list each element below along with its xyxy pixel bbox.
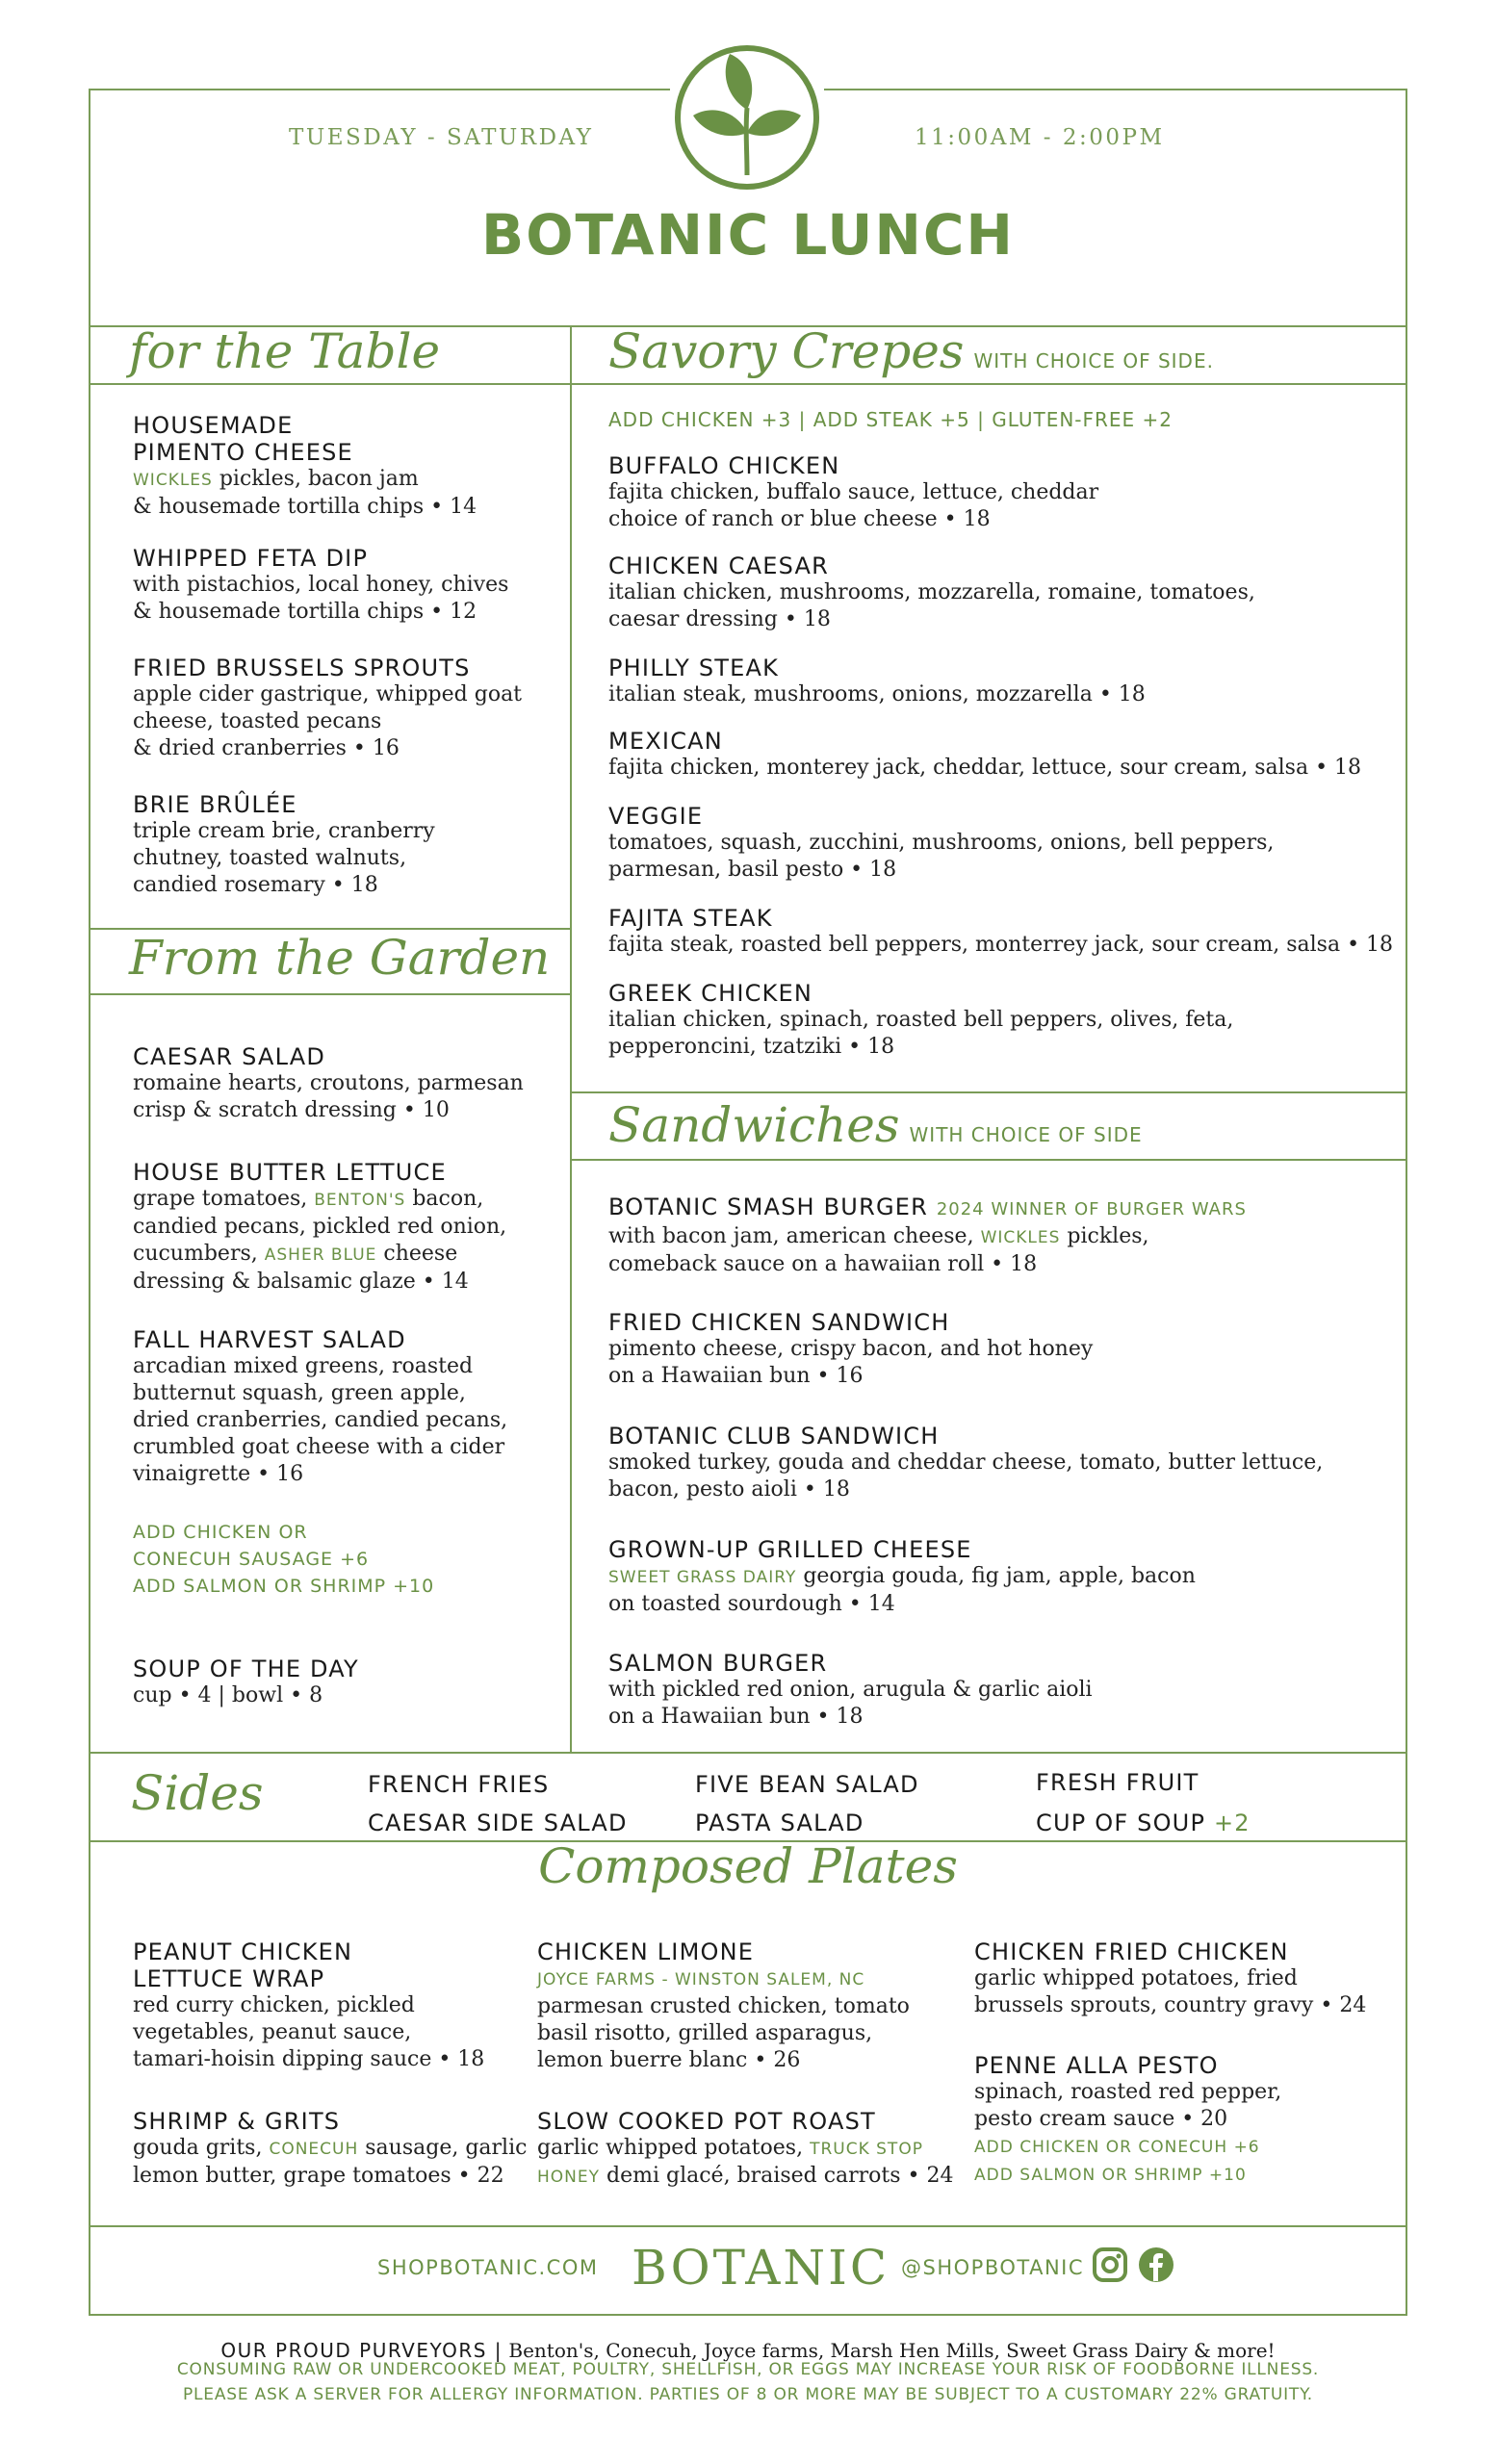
menu-item: SHRIMP & GRITS gouda grits, CONECUH sausage, garlic lemon butter, grape tomatoes • 22 bbox=[133, 2108, 528, 2188]
health-warning: CONSUMING RAW OR UNDERCOOKED MEAT, POULTRY, SHELLFISH, OR EGGS MAY INCREASE YOUR RISK OF FOODBORNE ILLNESS. bbox=[176, 2360, 1320, 2379]
menu-item: HOUSEMADE PIMENTO CHEESE WICKLES pickles, bacon jam & housemade tortilla chips • 14 bbox=[133, 412, 477, 519]
menu-item: GREEK CHICKEN italian chicken, spinach, roasted bell peppers, olives, feta, pepperoncini, tzatziki • 18 bbox=[608, 980, 1234, 1059]
divider bbox=[89, 1752, 1407, 1754]
allergy-notice: PLEASE ASK A SERVER FOR ALLERGY INFORMATION. PARTIES OF 8 OR MORE MAY BE SUBJECT TO A CUSTOMARY 22% GRATUITY. bbox=[182, 2385, 1314, 2404]
divider bbox=[89, 993, 570, 995]
divider bbox=[570, 325, 572, 1752]
menu-item: PHILLY STEAK italian steak, mushrooms, onions, mozzarella • 18 bbox=[608, 654, 1146, 706]
section-heading-garden: From the Garden bbox=[129, 930, 551, 986]
garden-addons: ADD CHICKEN OR CONECUH SAUSAGE +6 ADD SALMON OR SHRIMP +10 bbox=[133, 1522, 435, 1597]
side-item: CAESAR SIDE SALAD bbox=[368, 1810, 628, 1836]
menu-item: BOTANIC SMASH BURGER 2024 WINNER OF BURGER WARS with bacon jam, american cheese, WICKLES pickles, comeback sauce on a hawaiian roll • 18 bbox=[608, 1194, 1247, 1276]
menu-item: BUFFALO CHICKEN fajita chicken, buffalo sauce, lettuce, cheddar choice of ranch or blue cheese • 18 bbox=[608, 452, 1099, 531]
page-title: BOTANIC LUNCH bbox=[481, 202, 1015, 268]
days-open: TUESDAY - SATURDAY bbox=[289, 125, 594, 150]
side-item: FRENCH FRIES bbox=[368, 1771, 550, 1798]
facebook-icon[interactable] bbox=[1138, 2246, 1174, 2283]
menu-item: FAJITA STEAK fajita steak, roasted bell peppers, monterrey jack, sour cream, salsa • 18 bbox=[608, 905, 1394, 957]
menu-item: CHICKEN LIMONE JOYCE FARMS - WINSTON SALEM, NC parmesan crusted chicken, tomato basil risotto, grilled asparagus, lemon buerre blanc • 26 bbox=[537, 1938, 910, 2072]
menu-item: CHICKEN FRIED CHICKEN garlic whipped potatoes, fried brussels sprouts, country gravy • 24 bbox=[974, 1938, 1367, 2017]
leaf-logo-icon bbox=[670, 40, 824, 194]
divider bbox=[89, 383, 1407, 385]
menu-item: FALL HARVEST SALAD arcadian mixed greens, roasted butternut squash, green apple, dried cranberries, candied pecans, crumbled goat cheese with a cider vinaigrette • 16 bbox=[133, 1326, 508, 1486]
side-item: FRESH FRUIT bbox=[1036, 1769, 1199, 1796]
menu-item: FRIED BRUSSELS SPROUTS apple cider gastrique, whipped goat cheese, toasted pecans & dried cranberries • 16 bbox=[133, 654, 523, 760]
instagram-icon[interactable] bbox=[1092, 2246, 1128, 2283]
menu-item: PEANUT CHICKEN LETTUCE WRAP red curry chicken, pickled vegetables, peanut sauce, tamari-hoisin dipping sauce • 18 bbox=[133, 1938, 485, 2071]
menu-item: WHIPPED FETA DIP with pistachios, local honey, chives & housemade tortilla chips • 12 bbox=[133, 545, 509, 624]
menu-item: SLOW COOKED POT ROAST garlic whipped potatoes, TRUCK STOP HONEY demi glacé, braised carrots • 24 bbox=[537, 2108, 954, 2188]
side-item: PASTA SALAD bbox=[695, 1810, 864, 1836]
crepe-addons: ADD CHICKEN +3 | ADD STEAK +5 | GLUTEN-FREE +2 bbox=[608, 408, 1174, 431]
divider bbox=[89, 2225, 1407, 2227]
section-heading-crepes: Savory Crepes WITH CHOICE OF SIDE. bbox=[608, 323, 1214, 379]
menu-item: SOUP OF THE DAY cup • 4 | bowl • 8 bbox=[133, 1656, 359, 1707]
section-heading-sandwiches: Sandwiches WITH CHOICE OF SIDE bbox=[608, 1097, 1143, 1153]
divider bbox=[570, 1159, 1407, 1161]
side-item: FIVE BEAN SALAD bbox=[695, 1771, 919, 1798]
menu-item: SALMON BURGER with pickled red onion, arugula & garlic aioli on a Hawaiian bun • 18 bbox=[608, 1650, 1093, 1729]
divider bbox=[570, 1091, 1407, 1093]
side-item: CUP OF SOUP +2 bbox=[1036, 1810, 1251, 1836]
section-heading-plates: Composed Plates bbox=[538, 1838, 958, 1894]
menu-item: BOTANIC CLUB SANDWICH smoked turkey, gouda and cheddar cheese, tomato, butter lettuce, bacon, pesto aioli • 18 bbox=[608, 1423, 1324, 1502]
menu-item: MEXICAN fajita chicken, monterey jack, cheddar, lettuce, sour cream, salsa • 18 bbox=[608, 728, 1362, 780]
menu-item: HOUSE BUTTER LETTUCE grape tomatoes, BENTON'S bacon, candied pecans, pickled red onion, cucumbers, ASHER BLUE cheese dressing & balsamic glaze • 14 bbox=[133, 1159, 507, 1294]
menu-item: GROWN-UP GRILLED CHEESE SWEET GRASS DAIRY georgia gouda, fig jam, apple, bacon on toasted sourdough • 14 bbox=[608, 1536, 1196, 1616]
menu-item: CHICKEN CAESAR italian chicken, mushrooms, mozzarella, romaine, tomatoes, caesar dressing • 18 bbox=[608, 552, 1255, 631]
menu-item: CAESAR SALAD romaine hearts, croutons, parmesan crisp & scratch dressing • 10 bbox=[133, 1043, 524, 1122]
purveyors-line: OUR PROUD PURVEYORS | Benton's, Conecuh, Joyce farms, Marsh Hen Mills, Sweet Grass Dairy & more! bbox=[220, 2339, 1276, 2362]
menu-item: FRIED CHICKEN SANDWICH pimento cheese, crispy bacon, and hot honey on a Hawaiian bun • 16 bbox=[608, 1309, 1094, 1388]
menu-item: VEGGIE tomatoes, squash, zucchini, mushrooms, onions, bell peppers, parmesan, basil pesto • 18 bbox=[608, 803, 1275, 882]
menu-item: BRIE BRÛLÉE triple cream brie, cranberry chutney, toasted walnuts, candied rosemary • 18 bbox=[133, 791, 435, 897]
social-handle[interactable]: @SHOPBOTANIC bbox=[901, 2256, 1085, 2279]
hours-open: 11:00AM - 2:00PM bbox=[915, 125, 1165, 150]
section-heading-sides: Sides bbox=[131, 1765, 264, 1821]
menu-item: PENNE ALLA PESTO spinach, roasted red pepper, pesto cream sauce • 20 ADD CHICKEN OR CONECUH +6 ADD SALMON OR SHRIMP +10 bbox=[974, 2052, 1282, 2185]
website-link[interactable]: SHOPBOTANIC.COM bbox=[377, 2256, 599, 2279]
brand-wordmark: BOTANIC bbox=[632, 2240, 890, 2296]
section-heading-table: for the Table bbox=[129, 323, 441, 379]
